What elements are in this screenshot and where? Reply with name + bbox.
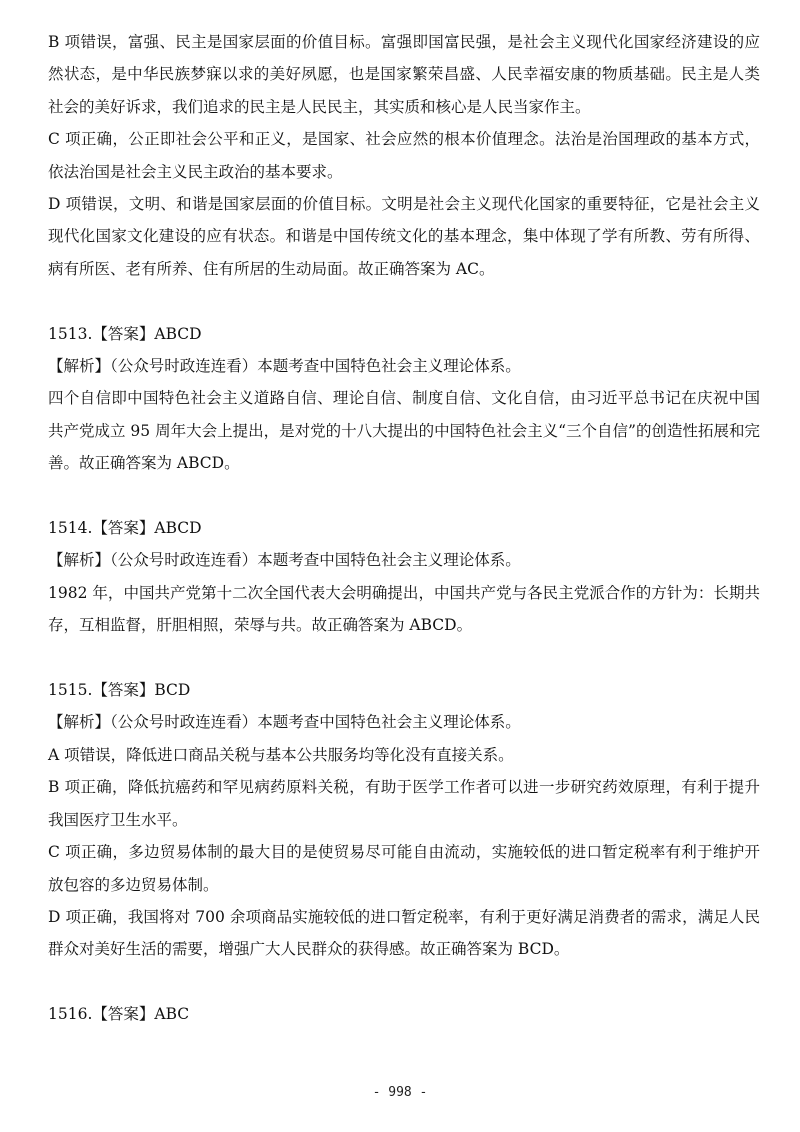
paragraph: 【解析】（公众号时政连连看）本题考查中国特色社会主义理论体系。: [48, 713, 521, 732]
paragraph: 1513.【答案】ABCD: [48, 324, 202, 343]
paragraph: 1516.【答案】ABC: [48, 1005, 190, 1024]
paragraph-gap: [48, 285, 760, 317]
paragraph: 四个自信即中国特色社会主义道路自信、理论自信、制度自信、文化自信，由习近平总书记在庆祝中国共产党成立 95 周年大会上提出，是对党的十八大提出的中国特色社会主义“三个自信”的创造性拓展和完善。故正确答案为 ABCD。: [48, 389, 760, 473]
paragraph: C 项正确，多边贸易体制的最大目的是使贸易尽可能自由流动，实施较低的进口暂定税率有利于维护开放包容的多边贸易体制。: [48, 843, 760, 894]
paragraph: 【解析】（公众号时政连连看）本题考查中国特色社会主义理论体系。: [48, 357, 521, 376]
paragraph: B 项错误，富强、民主是国家层面的价值目标。富强即国富民强，是社会主义现代化国家经济建设的应然状态，是中华民族梦寐以求的美好夙愿，也是国家繁荣昌盛、人民幸福安康的物质基础。民主是人类社会的美好诉求，我们追求的民主是人民民主，其实质和核心是人民当家作主。: [48, 33, 760, 116]
paragraph: 【解析】（公众号时政连连看）本题考查中国特色社会主义理论体系。: [48, 551, 521, 570]
paragraph-gap: [48, 480, 760, 512]
paragraph-gap: [48, 966, 760, 998]
paragraph: D 项错误，文明、和谐是国家层面的价值目标。文明是社会主义现代化国家的重要特征，它是社会主义现代化国家文化建设的应有状态。和谐是中国传统文化的基本理念，集中体现了学有所教、劳有所得、病有所医、老有所养、住有所居的生动局面。故正确答案为 AC。: [48, 195, 760, 278]
paragraph: 1982 年，中国共产党第十二次全国代表大会明确提出，中国共产党与各民主党派合作的方针为：长期共存，互相监督，肝胆相照，荣辱与共。故正确答案为 ABCD。: [48, 583, 760, 635]
paragraph: 1514.【答案】ABCD: [48, 519, 202, 538]
paragraph-gap: [48, 642, 760, 674]
paragraph: C 项正确，公正即社会公平和正义，是国家、社会应然的根本价值理念。法治是治国理政的基本方式，依法治国是社会主义民主政治的基本要求。: [48, 130, 760, 181]
document-body: [48, 26, 760, 1031]
paragraph: B 项正确，降低抗癌药和罕见病药原料关税，有助于医学工作者可以进一步研究药效原理，有利于提升我国医疗卫生水平。: [48, 778, 760, 829]
paragraph: A 项错误，降低进口商品关税与基本公共服务均等化没有直接关系。: [48, 745, 514, 764]
paragraph: 1515.【答案】BCD: [48, 681, 191, 700]
paragraph: D 项正确，我国将对 700 余项商品实施较低的进口暂定税率，有利于更好满足消费者的需求，满足人民群众对美好生活的需要，增强广大人民群众的获得感。故正确答案为 BCD。: [48, 907, 760, 959]
page-number: - 998 -: [372, 1085, 428, 1100]
